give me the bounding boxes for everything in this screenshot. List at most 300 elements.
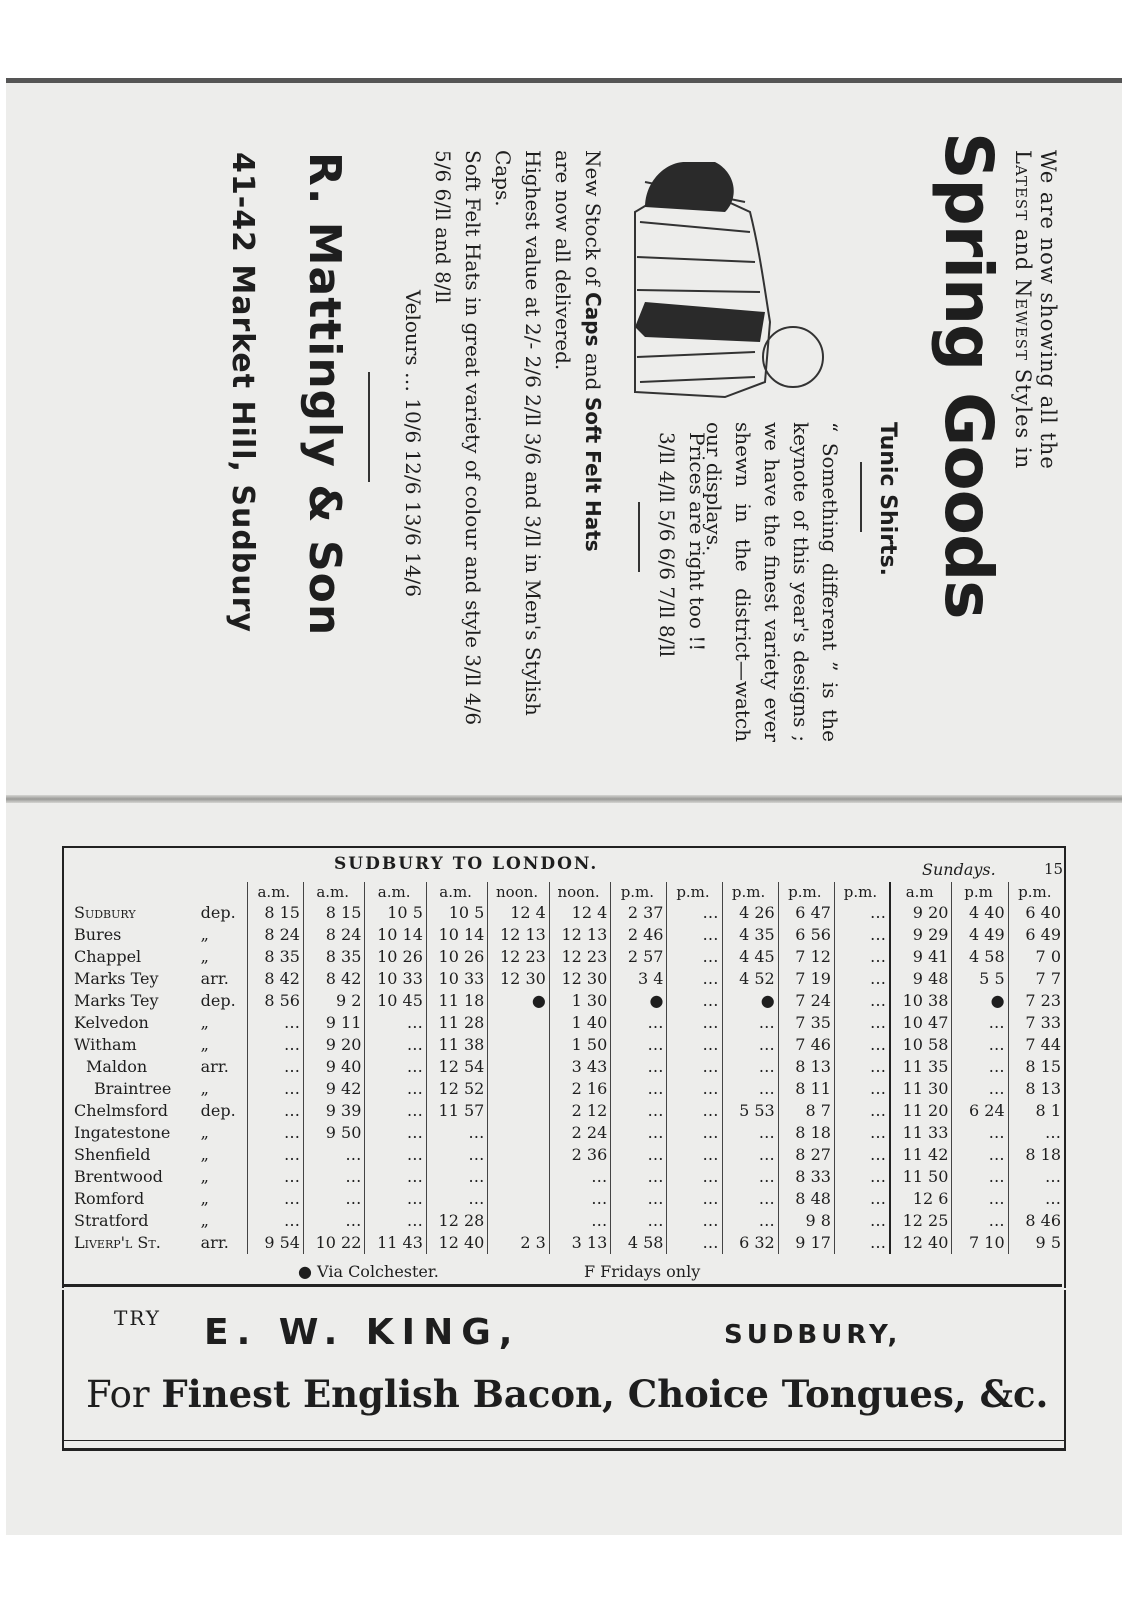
time-cell: 9 2 xyxy=(303,990,364,1012)
arr-dep-mark: „ xyxy=(200,1035,209,1054)
time-cell: 4 58 xyxy=(611,1232,667,1254)
time-cell: 3 43 xyxy=(549,1056,610,1078)
arr-dep-mark: „ xyxy=(200,1145,209,1164)
king-advert xyxy=(62,1290,1066,1451)
time-cell: 11 33 xyxy=(890,1122,952,1144)
divider xyxy=(860,462,862,532)
time-cell: … xyxy=(247,1078,303,1100)
stock-line5: Velours … 10/6 12/6 13/6 14/6 xyxy=(401,290,425,598)
time-cell: 4 40 xyxy=(952,902,1008,924)
station-name: Liverp'l St. xyxy=(74,1233,161,1252)
time-cell: … xyxy=(952,1144,1008,1166)
sundays-label: Sundays. xyxy=(922,860,996,879)
arr-dep-mark: dep. xyxy=(200,991,236,1010)
advert-intro-line1: We are now showing all the xyxy=(1036,150,1060,470)
time-cell: … xyxy=(952,1210,1008,1232)
time-cell: … xyxy=(667,1232,722,1254)
time-cell: 4 26 xyxy=(722,902,778,924)
table-row xyxy=(64,1056,1064,1078)
time-cell: 3 4 xyxy=(611,968,667,990)
firm-address: 41-42 Market Hill, Sudbury xyxy=(225,152,260,633)
time-cell: 8 11 xyxy=(778,1078,834,1100)
time-cell: … xyxy=(952,1078,1008,1100)
station-name: Marks Tey xyxy=(74,991,159,1010)
time-cell: … xyxy=(952,1034,1008,1056)
stock-and: and xyxy=(581,346,605,397)
station-name: Marks Tey xyxy=(74,969,159,988)
time-cell: ● xyxy=(611,990,667,1012)
time-cell: 11 57 xyxy=(426,1100,487,1122)
mattingly-advert xyxy=(60,132,1070,792)
time-cell xyxy=(488,1166,549,1188)
time-cell: 9 5 xyxy=(1008,1232,1064,1254)
time-cell: 10 14 xyxy=(365,924,426,946)
time-cell: 11 30 xyxy=(890,1078,952,1100)
time-cell: … xyxy=(611,1166,667,1188)
column-header: p.m. xyxy=(834,882,890,902)
time-cell: 8 24 xyxy=(247,924,303,946)
time-cell: 8 42 xyxy=(247,968,303,990)
table-row xyxy=(64,1122,1064,1144)
time-cell: 8 15 xyxy=(247,902,303,924)
table-row xyxy=(64,1078,1064,1100)
time-cell: 2 36 xyxy=(549,1144,610,1166)
time-cell xyxy=(488,1056,549,1078)
time-cell: 12 13 xyxy=(488,924,549,946)
time-cell: … xyxy=(365,1056,426,1078)
table-row xyxy=(64,924,1064,946)
time-cell: 4 52 xyxy=(722,968,778,990)
time-cell: 8 15 xyxy=(1008,1056,1064,1078)
arr-dep-mark: „ xyxy=(200,1123,209,1142)
time-cell: 11 18 xyxy=(426,990,487,1012)
time-cell: … xyxy=(722,1012,778,1034)
time-cell: 12 4 xyxy=(488,902,549,924)
time-cell: … xyxy=(247,1012,303,1034)
time-cell: … xyxy=(247,1210,303,1232)
station-name: Ingatestone xyxy=(74,1123,171,1142)
time-cell: … xyxy=(722,1144,778,1166)
time-cell: … xyxy=(247,1166,303,1188)
time-cell: 12 6 xyxy=(890,1188,952,1210)
table-row xyxy=(64,1034,1064,1056)
column-header: p.m. xyxy=(667,882,722,902)
time-cell: 8 15 xyxy=(303,902,364,924)
time-cell: … xyxy=(426,1188,487,1210)
time-cell: 12 23 xyxy=(549,946,610,968)
time-cell: … xyxy=(667,1144,722,1166)
time-cell: 6 49 xyxy=(1008,924,1064,946)
time-cell: … xyxy=(611,1122,667,1144)
time-cell: 8 56 xyxy=(247,990,303,1012)
time-cell xyxy=(488,1100,549,1122)
time-cell: 12 30 xyxy=(488,968,549,990)
time-cell: 2 12 xyxy=(549,1100,610,1122)
time-cell: … xyxy=(247,1056,303,1078)
time-cell: … xyxy=(667,1078,722,1100)
time-cell: … xyxy=(667,1122,722,1144)
arr-dep-mark: dep. xyxy=(200,903,236,922)
time-cell: 2 3 xyxy=(488,1232,549,1254)
king-town: SUDBURY, xyxy=(724,1320,902,1350)
time-cell: 7 33 xyxy=(1008,1012,1064,1034)
time-cell: … xyxy=(834,1232,890,1254)
column-header: noon. xyxy=(488,882,549,902)
time-cell: … xyxy=(834,1100,890,1122)
time-cell: … xyxy=(365,1122,426,1144)
station-name: Witham xyxy=(74,1035,137,1054)
prices-line: Prices are right too !! xyxy=(685,432,709,652)
time-cell: … xyxy=(667,1210,722,1232)
time-cell: 5 53 xyxy=(722,1100,778,1122)
and-word: and xyxy=(1011,221,1035,280)
time-cell xyxy=(488,1034,549,1056)
time-cell: … xyxy=(722,1034,778,1056)
header-blank xyxy=(201,882,248,902)
felt-hats-word: Soft Felt Hats xyxy=(581,396,605,552)
time-cell: 8 27 xyxy=(778,1144,834,1166)
time-cell: 9 29 xyxy=(890,924,952,946)
time-cell: 9 20 xyxy=(303,1034,364,1056)
time-cell: 8 24 xyxy=(303,924,364,946)
time-cell: 4 45 xyxy=(722,946,778,968)
time-cell: 12 30 xyxy=(549,968,610,990)
header-blank xyxy=(64,882,201,902)
time-cell: 11 35 xyxy=(890,1056,952,1078)
time-cell: … xyxy=(365,1188,426,1210)
time-cell: … xyxy=(952,1188,1008,1210)
time-cell: 7 35 xyxy=(778,1012,834,1034)
arr-dep-mark: „ xyxy=(200,1013,209,1032)
timetable-footnotes xyxy=(298,1262,1058,1281)
time-cell: … xyxy=(722,1188,778,1210)
table-row xyxy=(64,946,1064,968)
page-fold xyxy=(6,795,1122,803)
advert-quote: “ Something different ” is the keynote of this year's designs ; we have the finest variety ever shewn in the district—watch our displays. xyxy=(702,422,842,742)
time-cell: ● xyxy=(952,990,1008,1012)
advert-stock xyxy=(398,150,608,760)
column-header: p.m. xyxy=(778,882,834,902)
time-cell xyxy=(488,1188,549,1210)
time-cell: 8 13 xyxy=(778,1056,834,1078)
time-cell: … xyxy=(952,1122,1008,1144)
time-cell: … xyxy=(667,968,722,990)
time-cell: … xyxy=(722,1166,778,1188)
stock-line2: are now all delivered. xyxy=(551,150,575,371)
table-row xyxy=(64,1012,1064,1034)
latest-word: Latest xyxy=(1011,150,1035,222)
time-cell: 4 58 xyxy=(952,946,1008,968)
time-cell: 12 54 xyxy=(426,1056,487,1078)
time-cell: … xyxy=(303,1144,364,1166)
time-cell: … xyxy=(667,1056,722,1078)
advert-prices xyxy=(652,432,712,657)
king-tagline xyxy=(86,1372,1048,1416)
time-cell: … xyxy=(365,1166,426,1188)
time-cell xyxy=(488,1078,549,1100)
time-cell: 2 37 xyxy=(611,902,667,924)
time-cell: 1 50 xyxy=(549,1034,610,1056)
time-cell: 7 46 xyxy=(778,1034,834,1056)
time-cell: … xyxy=(365,1144,426,1166)
time-cell: 7 0 xyxy=(1008,946,1064,968)
time-cell: … xyxy=(247,1122,303,1144)
arr-dep-mark: „ xyxy=(200,1167,209,1186)
time-cell: 7 7 xyxy=(1008,968,1064,990)
time-cell: 8 1 xyxy=(1008,1100,1064,1122)
time-cell: … xyxy=(247,1188,303,1210)
time-cell: 1 40 xyxy=(549,1012,610,1034)
table-row xyxy=(64,1210,1064,1232)
time-cell: 11 28 xyxy=(426,1012,487,1034)
king-for: For xyxy=(86,1373,162,1416)
time-cell: 9 54 xyxy=(247,1232,303,1254)
station-name: Kelvedon xyxy=(74,1013,149,1032)
time-cell: … xyxy=(667,1034,722,1056)
table-row xyxy=(64,1188,1064,1210)
time-cell: … xyxy=(365,1034,426,1056)
time-cell: … xyxy=(834,1210,890,1232)
time-cell: ● xyxy=(722,990,778,1012)
time-cell: … xyxy=(426,1144,487,1166)
time-cell: 2 24 xyxy=(549,1122,610,1144)
time-cell: … xyxy=(426,1166,487,1188)
time-cell: … xyxy=(247,1034,303,1056)
time-cell: 11 43 xyxy=(365,1232,426,1254)
advert-subhead: Tunic Shirts. xyxy=(875,422,900,577)
time-cell: 7 19 xyxy=(778,968,834,990)
time-cell: … xyxy=(365,1078,426,1100)
time-cell: 9 42 xyxy=(303,1078,364,1100)
time-cell: … xyxy=(667,1012,722,1034)
station-name: Braintree xyxy=(94,1079,172,1098)
time-cell: 8 35 xyxy=(303,946,364,968)
time-cell: 11 20 xyxy=(890,1100,952,1122)
time-cell: 7 44 xyxy=(1008,1034,1064,1056)
shirt-illustration xyxy=(620,142,845,412)
time-cell: 10 5 xyxy=(365,902,426,924)
time-cell: … xyxy=(303,1166,364,1188)
time-cell: 5 5 xyxy=(952,968,1008,990)
time-cell: … xyxy=(303,1188,364,1210)
time-cell: 7 10 xyxy=(952,1232,1008,1254)
time-cell: 10 14 xyxy=(426,924,487,946)
time-cell: … xyxy=(667,1166,722,1188)
time-cell: … xyxy=(611,1056,667,1078)
time-cell: … xyxy=(611,1188,667,1210)
time-cell: 10 38 xyxy=(890,990,952,1012)
time-cell: 12 23 xyxy=(488,946,549,968)
time-cell: 9 50 xyxy=(303,1122,364,1144)
time-cell: 12 25 xyxy=(890,1210,952,1232)
time-cell: … xyxy=(834,1078,890,1100)
arr-dep-mark: „ xyxy=(200,925,209,944)
time-cell: 10 58 xyxy=(890,1034,952,1056)
time-cell xyxy=(488,1144,549,1166)
arr-dep-mark: „ xyxy=(200,947,209,966)
advert-intro xyxy=(1010,150,1060,570)
time-cell: … xyxy=(303,1210,364,1232)
station-name: Chappel xyxy=(74,947,142,966)
time-cell: … xyxy=(667,902,722,924)
try-label: TRY xyxy=(114,1306,161,1330)
time-cell: … xyxy=(611,1034,667,1056)
time-cell: 12 40 xyxy=(426,1232,487,1254)
time-cell: 7 12 xyxy=(778,946,834,968)
time-cell: … xyxy=(834,1056,890,1078)
time-cell: 11 42 xyxy=(890,1144,952,1166)
time-cell: … xyxy=(611,1210,667,1232)
time-cell: 11 50 xyxy=(890,1166,952,1188)
time-cell: … xyxy=(1008,1188,1064,1210)
prices-list: 3/ll 4/ll 5/6 6/6 7/ll 8/ll xyxy=(655,432,679,658)
time-cell: … xyxy=(667,1188,722,1210)
time-cell: … xyxy=(834,1166,890,1188)
time-cell: … xyxy=(952,1056,1008,1078)
time-cell: 9 17 xyxy=(778,1232,834,1254)
arr-dep-mark: arr. xyxy=(200,1233,229,1252)
time-cell: … xyxy=(722,1056,778,1078)
time-cell: 10 26 xyxy=(365,946,426,968)
time-cell: … xyxy=(722,1122,778,1144)
divider xyxy=(64,1440,1064,1441)
time-cell: … xyxy=(549,1166,610,1188)
time-cell: 12 28 xyxy=(426,1210,487,1232)
time-cell: … xyxy=(611,1144,667,1166)
divider xyxy=(62,1284,1062,1287)
time-cell: 9 11 xyxy=(303,1012,364,1034)
time-cell: 8 18 xyxy=(778,1122,834,1144)
time-cell: 2 57 xyxy=(611,946,667,968)
time-cell: 9 8 xyxy=(778,1210,834,1232)
time-cell: … xyxy=(667,1100,722,1122)
footnote-fridays: F Fridays only xyxy=(583,1262,701,1281)
time-cell: 3 13 xyxy=(549,1232,610,1254)
time-cell: … xyxy=(667,990,722,1012)
table-row xyxy=(64,1100,1064,1122)
timetable-title: SUDBURY TO LONDON. xyxy=(334,854,599,874)
timetable-header-row xyxy=(64,882,1064,902)
time-cell: 2 16 xyxy=(549,1078,610,1100)
arr-dep-mark: „ xyxy=(200,1211,209,1230)
time-cell: 2 46 xyxy=(611,924,667,946)
time-cell xyxy=(488,1210,549,1232)
column-header: a.m. xyxy=(365,882,426,902)
arr-dep-mark: arr. xyxy=(200,969,229,988)
time-cell: … xyxy=(365,1210,426,1232)
time-cell: 10 33 xyxy=(365,968,426,990)
time-cell xyxy=(488,1122,549,1144)
column-header: p.m. xyxy=(1008,882,1064,902)
time-cell: 8 46 xyxy=(1008,1210,1064,1232)
table-row xyxy=(64,1166,1064,1188)
time-cell: 1 30 xyxy=(549,990,610,1012)
time-cell: 10 26 xyxy=(426,946,487,968)
time-cell: … xyxy=(834,1034,890,1056)
footnote-colchester: ● Via Colchester. xyxy=(298,1262,439,1281)
time-cell: … xyxy=(722,1078,778,1100)
time-cell: ● xyxy=(488,990,549,1012)
timetable-grid xyxy=(64,882,1064,1254)
time-cell: … xyxy=(834,1188,890,1210)
time-cell: 10 5 xyxy=(426,902,487,924)
time-cell: 10 47 xyxy=(890,1012,952,1034)
time-cell: … xyxy=(834,1144,890,1166)
time-cell: 10 22 xyxy=(303,1232,364,1254)
arr-dep-mark: „ xyxy=(200,1189,209,1208)
page-number: 15 xyxy=(1044,860,1064,878)
time-cell: … xyxy=(667,924,722,946)
advert-headline: Spring Goods xyxy=(930,132,1007,619)
time-cell: … xyxy=(247,1100,303,1122)
table-row xyxy=(64,1144,1064,1166)
time-cell: 4 35 xyxy=(722,924,778,946)
time-cell: 10 45 xyxy=(365,990,426,1012)
time-cell: … xyxy=(834,946,890,968)
time-cell: … xyxy=(722,1210,778,1232)
firm-name: R. Mattingly & Son xyxy=(299,152,350,637)
newest-word: Newest xyxy=(1011,279,1035,362)
time-cell: 6 24 xyxy=(952,1100,1008,1122)
time-cell: 9 40 xyxy=(303,1056,364,1078)
time-cell: … xyxy=(834,1122,890,1144)
arr-dep-mark: dep. xyxy=(200,1101,236,1120)
station-name: Brentwood xyxy=(74,1167,163,1186)
time-cell: 6 32 xyxy=(722,1232,778,1254)
time-cell: 12 4 xyxy=(549,902,610,924)
time-cell: … xyxy=(1008,1166,1064,1188)
time-cell: 8 35 xyxy=(247,946,303,968)
time-cell: 6 40 xyxy=(1008,902,1064,924)
time-cell: 9 39 xyxy=(303,1100,364,1122)
time-cell: 12 40 xyxy=(890,1232,952,1254)
time-cell: … xyxy=(952,1166,1008,1188)
time-cell: … xyxy=(1008,1122,1064,1144)
time-cell: 12 13 xyxy=(549,924,610,946)
table-row xyxy=(64,902,1064,924)
time-cell: … xyxy=(834,902,890,924)
column-header: a.m. xyxy=(303,882,364,902)
column-header: a.m. xyxy=(426,882,487,902)
time-cell: 8 33 xyxy=(778,1166,834,1188)
time-cell: … xyxy=(834,990,890,1012)
time-cell: 6 47 xyxy=(778,902,834,924)
time-cell: … xyxy=(365,1100,426,1122)
time-cell: … xyxy=(365,1012,426,1034)
time-cell: … xyxy=(611,1078,667,1100)
time-cell: … xyxy=(549,1188,610,1210)
table-row xyxy=(64,1232,1064,1254)
column-header: a.m xyxy=(890,882,952,902)
time-cell: 8 48 xyxy=(778,1188,834,1210)
column-header: p.m. xyxy=(611,882,667,902)
time-cell: 11 38 xyxy=(426,1034,487,1056)
stock-line3: Highest value at 2/- 2/6 2/ll 3/6 and 3/ll in Men's Stylish Caps. xyxy=(491,150,545,716)
station-name: Bures xyxy=(74,925,122,944)
time-cell: … xyxy=(952,1012,1008,1034)
divider xyxy=(638,502,640,572)
table-row xyxy=(64,968,1064,990)
time-cell: … xyxy=(667,946,722,968)
time-cell: … xyxy=(247,1144,303,1166)
arr-dep-mark: arr. xyxy=(200,1057,229,1076)
time-cell: 9 48 xyxy=(890,968,952,990)
stock-line1 xyxy=(578,150,608,760)
arr-dep-mark: „ xyxy=(200,1079,209,1098)
time-cell: 8 42 xyxy=(303,968,364,990)
caps-word: Caps xyxy=(581,292,605,347)
stock-line4: Soft Felt Hats in great variety of colour and style 3/ll 4/6 5/6 6/ll and 8/ll xyxy=(431,150,485,726)
